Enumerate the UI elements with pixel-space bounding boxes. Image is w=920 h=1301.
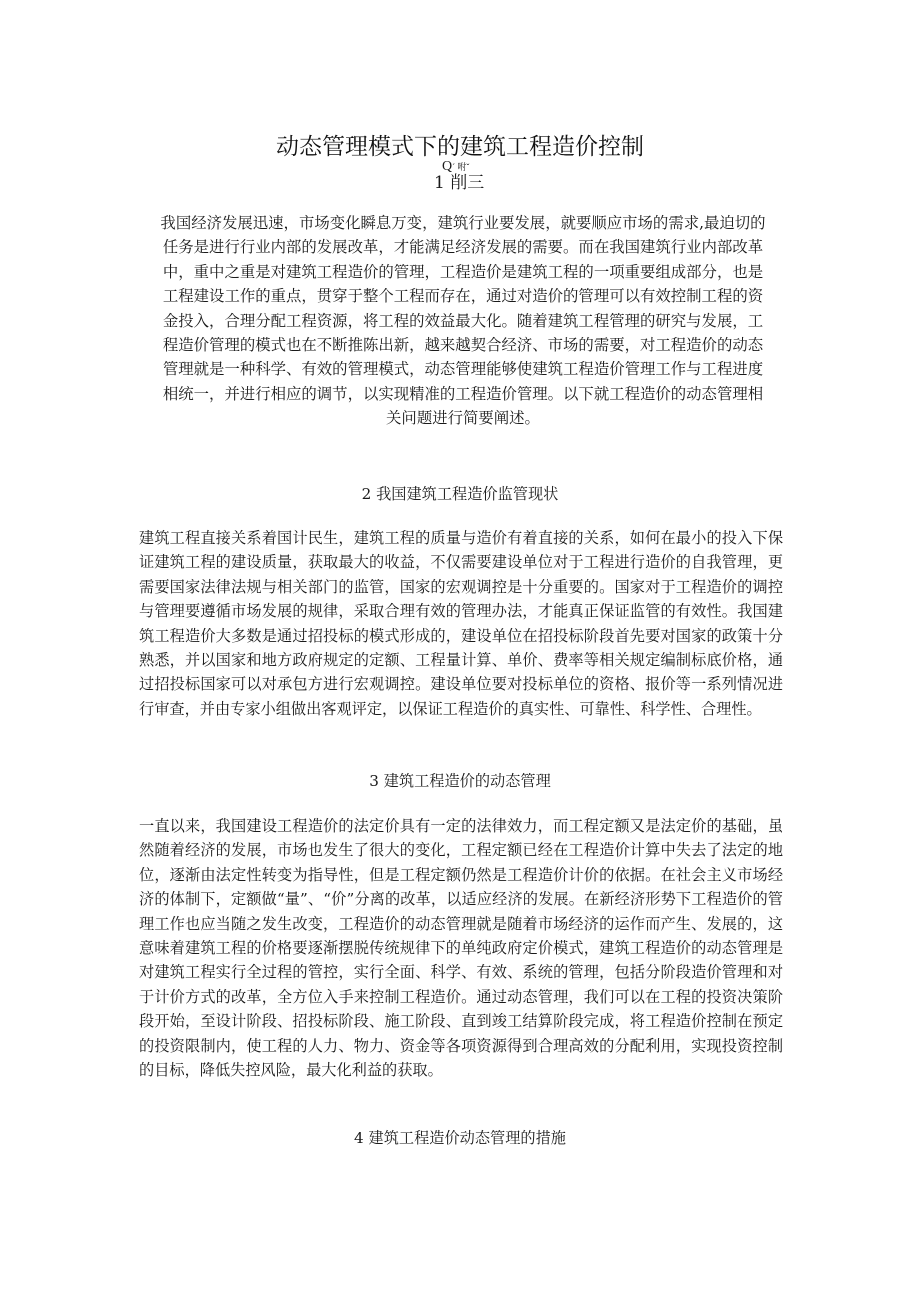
subtitle-top-tiny: ˊ 咐ˇ: [452, 162, 470, 172]
section-2-paragraph: 建筑工程直接关系着国计民生，建筑工程的质量与造价有着直接的关系，如何在最小的投入下保证建筑工程的建设质量，获取最大的收益，不仅需要建设单位对于工程进行造价的自我管理，更需要国家法律法规与相关部门的监管，国家的宏观调控是十分重要的。国家对于工程造价的调控与管理要遵循市场发展的规律，采取合理有效的管理办法，才能真正保证监管的有效性。我国建筑工程造价大多数是通过招投标的模式形成的，建设单位在招投标阶段首先要对国家的政策十分熟悉，并以国家和地方政府规定的定额、工程量计算、单价、费率等相关规定编制标底价格，通过招投标国家可以对承包方进行宏观调控。建设单位要对投标单位的资格、报价等一系列情况进行审查，并由专家小组做出客观评定，以保证工程造价的真实性、可靠性、科学性、合理性。: [139, 529, 783, 718]
subtitle-bottom: 1 削三: [434, 173, 485, 193]
section-2-heading: 2 我国建筑工程造价监管现状: [361, 485, 559, 503]
section-3-heading: 3 建筑工程造价的动态管理: [369, 772, 551, 790]
document-title: 动态管理模式下的建筑工程造价控制: [276, 134, 644, 160]
subtitle-top: [442, 160, 469, 174]
subtitle-top-letter: Q: [442, 159, 453, 174]
subtitle-block: [0, 160, 920, 194]
intro-paragraph: 我国经济发展迅速，市场变化瞬息万变，建筑行业要发展，就要顺应市场的需求,最迫切的任务是进行行业内部的发展改革，才能满足经济发展的需要。而在我国建筑行业内部改革中，重中之重是对建筑工程造价的管理，工程造价是建筑工程的一项重要组成部分，也是工程建设工作的重点，贯穿于整个工程而存在，通过对造价的管理可以有效控制工程的资金投入，合理分配工程资源，将工程的效益最大化。随着建筑工程管理的研究与发展，工程造价管理的模式也在不断推陈出新，越来越契合经济、市场的需要，对工程造价的动态管理就是一种科学、有效的管理模式，动态管理能够使建筑工程造价管理工作与工程进度相统一，并进行相应的调节，以实现精准的工程造价管理。以下就工程造价的动态管理相关问题进行简要阐述。: [160, 214, 766, 428]
section-3-paragraph: 一直以来，我国建设工程造价的法定价具有一定的法律效力，而工程定额又是法定价的基础，虽然随着经济的发展，市场也发生了很大的变化，工程定额已经在工程造价计算中失去了法定的地位，逐渐由法定性转变为指导性，但是工程定额仍然是工程造价计价的依据。在社会主义市场经济的体制下，定额做“量”、“价”分离的改革，以适应经济的发展。在新经济形势下工程造价的管理工作也应当随之发生改变，工程造价的动态管理就是随着市场经济的运作而产生、发展的，这意味着建筑工程的价格要逐渐摆脱传统规律下的单纯政府定价模式，建筑工程造价的动态管理是对建筑工程实行全过程的管控，实行全面、科学、有效、系统的管理，包括分阶段造价管理和对于计价方式的改革，全方位入手来控制工程造价。通过动态管理，我们可以在工程的投资决策阶段开始，至设计阶段、招投标阶段、施工阶段、直到竣工结算阶段完成，将工程造价控制在预定的投资限制内，使工程的人力、物力、资金等各项资源得到合理高效的分配利用，实现投资控制的目标，降低失控风险，最大化利益的获取。: [139, 817, 783, 1080]
section-4-heading: 4 建筑工程造价动态管理的措施: [354, 1129, 566, 1147]
